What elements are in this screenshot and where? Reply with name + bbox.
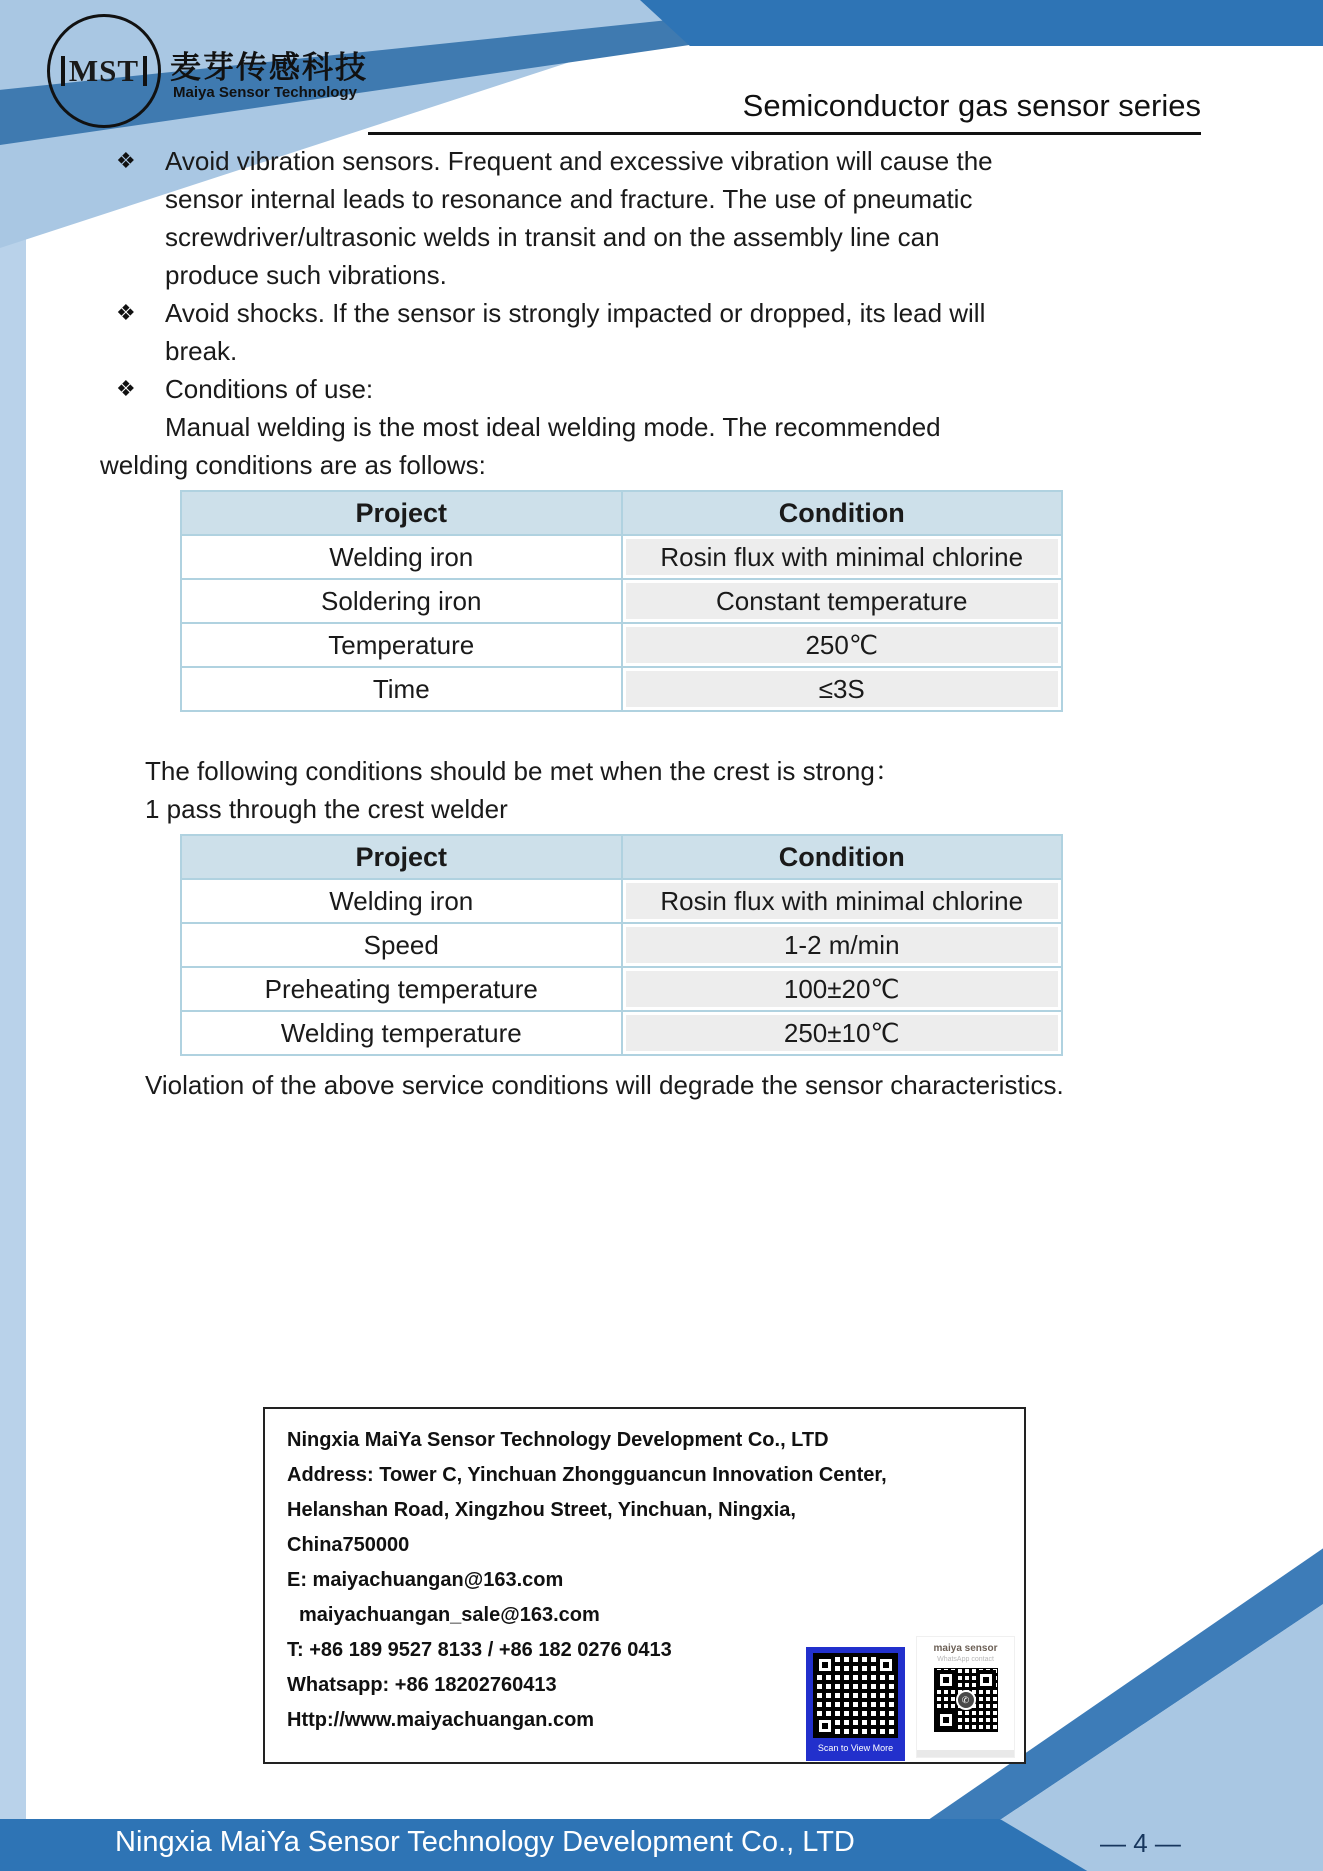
bullet-item: ❖ Conditions of use: bbox=[100, 370, 1065, 408]
welding-conditions-table-2 bbox=[180, 834, 1063, 1056]
logo-english-name: Maiya Sensor Technology bbox=[173, 84, 357, 101]
contact-address: Address: Tower C, Yinchuan Zhongguancun Innovation Center, bbox=[287, 1464, 887, 1486]
contact-phone: T: +86 189 9527 8133 / +86 182 0276 0413 bbox=[287, 1639, 672, 1661]
logo-chinese-name: 麦芽传感科技 bbox=[170, 50, 368, 85]
table-row bbox=[181, 667, 1062, 711]
table-cell: 250±10℃ bbox=[622, 1011, 1063, 1055]
crest-note-line: The following conditions should be met when the crest is strong： bbox=[145, 756, 901, 786]
table-cell: Welding temperature bbox=[181, 1011, 622, 1055]
table-cell: Constant temperature bbox=[622, 579, 1063, 623]
contact-email: maiyachuangan_sale@163.com bbox=[299, 1604, 600, 1626]
table-cell: Welding iron bbox=[181, 879, 622, 923]
table-cell: ≤3S bbox=[622, 667, 1063, 711]
qr-code-icon bbox=[934, 1668, 998, 1732]
qr-code-icon bbox=[813, 1653, 898, 1738]
table-cell: Welding iron bbox=[181, 535, 622, 579]
column-header: Condition bbox=[622, 491, 1063, 535]
table-cell: Rosin flux with minimal chlorine bbox=[622, 879, 1063, 923]
table-row bbox=[181, 579, 1062, 623]
table-row bbox=[181, 623, 1062, 667]
violation-note: Violation of the above service conditions will degrade the sensor characteristics. bbox=[145, 1070, 1064, 1100]
main-content bbox=[100, 142, 1065, 1104]
bullet-item: ❖ Avoid shocks. If the sensor is strongly impacted or dropped, its lead will break. bbox=[100, 294, 1065, 370]
table-row bbox=[181, 879, 1062, 923]
contact-address: Helanshan Road, Xingzhou Street, Yinchuan, Ningxia, China750000 bbox=[287, 1499, 796, 1556]
bullet-list bbox=[100, 142, 1065, 408]
table-row bbox=[181, 1011, 1062, 1055]
table-cell: Speed bbox=[181, 923, 622, 967]
bullet-item: ❖ Avoid vibration sensors. Frequent and excessive vibration will cause the sensor internal leads to resonance and fracture. The use of pneumatic screwdriver/ultrasonic welds in transit and on the assembly line can produce such vibrations. bbox=[100, 142, 1065, 294]
qr-card-subtitle: WhatsApp contact bbox=[937, 1656, 994, 1663]
qr-caption: Scan to View More bbox=[817, 1743, 894, 1753]
table-cell: Preheating temperature bbox=[181, 967, 622, 1011]
table-cell: 250℃ bbox=[622, 623, 1063, 667]
page-title: Semiconductor gas sensor series bbox=[368, 88, 1201, 135]
company-logo bbox=[47, 14, 161, 128]
table-cell: 100±20℃ bbox=[622, 967, 1063, 1011]
left-edge-stripe bbox=[0, 0, 26, 1819]
table-cell: Time bbox=[181, 667, 622, 711]
intro-paragraph: Manual welding is the most ideal welding mode. The recommended welding conditions are as follows: bbox=[100, 412, 941, 480]
table-row bbox=[181, 535, 1062, 579]
contact-whatsapp: Whatsapp: +86 18202760413 bbox=[287, 1674, 557, 1696]
contact-company: Ningxia MaiYa Sensor Technology Development Co., LTD bbox=[287, 1429, 829, 1451]
table-row bbox=[181, 923, 1062, 967]
table-cell: Temperature bbox=[181, 623, 622, 667]
qr-card-title: maiya sensor bbox=[933, 1643, 998, 1654]
logo-abbr-text: MST bbox=[61, 56, 147, 86]
contact-text bbox=[287, 1423, 887, 1738]
contact-email: E: maiyachuangan@163.com bbox=[287, 1569, 564, 1591]
table-cell: 1-2 m/min bbox=[622, 923, 1063, 967]
column-header: Project bbox=[181, 491, 622, 535]
qr-code-whatsapp bbox=[917, 1637, 1014, 1757]
crest-note bbox=[145, 752, 1065, 828]
column-header: Condition bbox=[622, 835, 1063, 879]
table-cell: Soldering iron bbox=[181, 579, 622, 623]
column-header: Project bbox=[181, 835, 622, 879]
page-number: — 4 — bbox=[1100, 1828, 1181, 1858]
header-top-right-bar bbox=[640, 0, 1323, 46]
footer-company-name: Ningxia MaiYa Sensor Technology Development Co., LTD bbox=[115, 1826, 855, 1858]
crest-note-line: 1 pass through the crest welder bbox=[145, 794, 508, 824]
contact-info-box bbox=[263, 1407, 1026, 1764]
table-cell: Rosin flux with minimal chlorine bbox=[622, 535, 1063, 579]
welding-conditions-table-1 bbox=[180, 490, 1063, 712]
qr-code-scan-to-view bbox=[806, 1647, 905, 1761]
table-row bbox=[181, 967, 1062, 1011]
whatsapp-phone-icon: ✆ bbox=[956, 1690, 976, 1710]
contact-website: Http://www.maiyachuangan.com bbox=[287, 1709, 595, 1731]
